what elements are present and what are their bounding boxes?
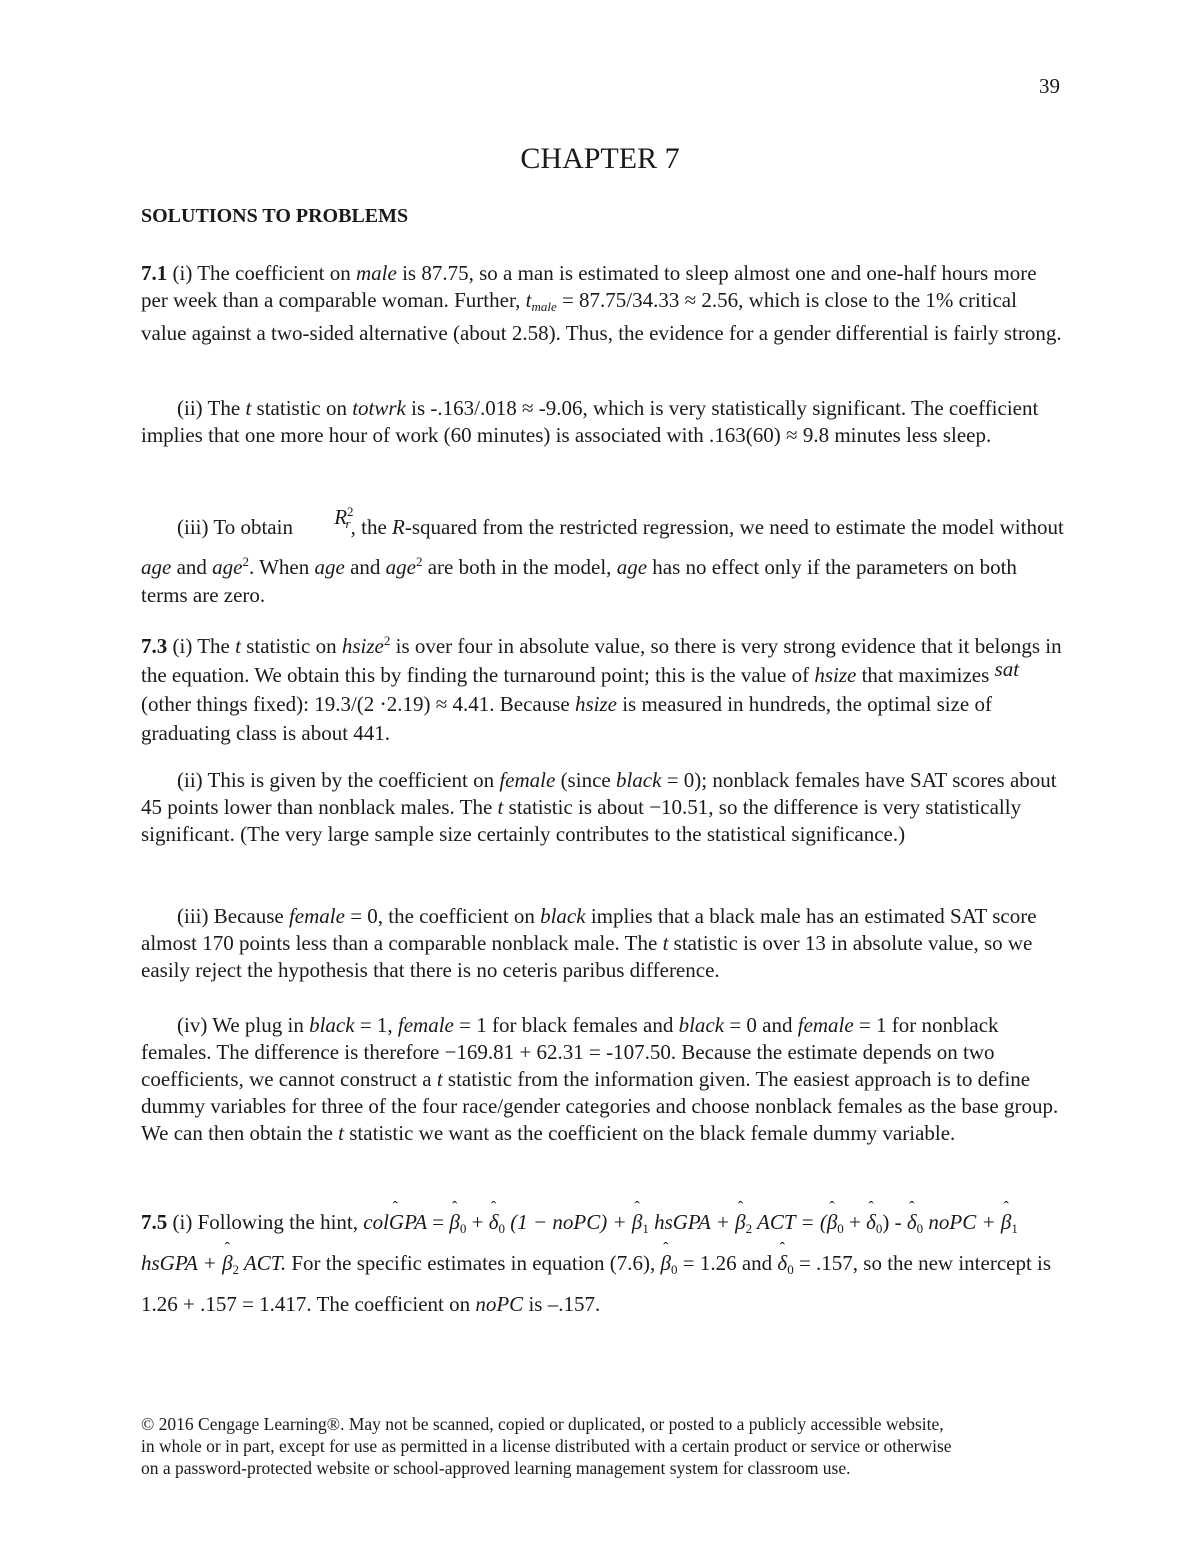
problem-label: 7.5	[141, 1210, 168, 1234]
chapter-title: CHAPTER 7	[520, 142, 680, 175]
problem-7-1-part-i: 7.1 (i) The coefficient on male is 87.75, so a man is estimated to sleep almost one and one-half hours more per week than a comparable woman. Further, $t_{male} = 87.75/34.33 \approx 2.56$, which is close to the 1% critical value against a two-sided alternative (about 2.58). Thus, the evidence for a gender differential is fairly strong.	[141, 261, 1062, 345]
colgpa-hat: ˆ colGPA	[363, 1205, 427, 1239]
r-squared-restricted: $R^2_r$	[334, 504, 354, 531]
problem-label: 7.3	[141, 634, 168, 658]
problem-7-3-part-iii: (iii) Because female = 0, the coefficient on black implies that a black male has an estimated SAT score almost 170 points less than a comparable nonblack male. The t statistic is over 13 in absolute value, so we easily reject the hypothesis that there is no ceteris paribus difference.	[141, 904, 1037, 982]
problem-7-1-part-ii: (ii) The t statistic on totwrk is -.163/.018 ≈ -9.06, which is very statistically significant. The coefficient implies that one more hour of work (60 minutes) is associated with .163(60) ≈ 9.8 minutes less sleep.	[141, 396, 1039, 447]
footer-line: on a password-protected website or school-approved learning management system for classroom use.	[141, 1458, 851, 1478]
variable: male	[356, 261, 397, 285]
copyright-footer	[141, 1413, 1066, 1479]
section-heading: SOLUTIONS TO PROBLEMS	[141, 205, 409, 227]
problem-7-1-part-iii: (iii) To obtain $R^2_r$, the R-squared from the restricted regression, we need to estimate the model without age and age$^2$. When age and age$^2$ are both in the model, age has no effect only if the parameters on both terms are zero.	[141, 508, 1066, 609]
variable: totwrk	[352, 396, 406, 420]
footer-line: in whole or in part, except for use as permitted in a license distributed with a certain product or service or otherwise	[141, 1436, 952, 1456]
page-number: 39	[1039, 74, 1060, 98]
problem-7-3-part-iv: (iv) We plug in black = 1, female = 1 for black females and black = 0 and female = 1 for nonblack females. The difference is therefore −169.81 + 62.31 = -107.50. Because the estimate depends on two coefficients, we cannot construct a t statistic from the information given. The easiest approach is to define dummy variables for three of the four race/gender categories and choose nonblack females as the base group. We can then obtain the t statistic we want as the coefficient on the black female dummy variable.	[141, 1013, 1059, 1145]
problem-7-3-part-ii: (ii) This is given by the coefficient on female (since black = 0); nonblack females have SAT scores about 45 points lower than nonblack males. The t statistic is about −10.51, so the difference is very statistically significant. (The very large sample size certainly contributes to the statistical significance.)	[141, 768, 1057, 846]
problem-7-3-part-i: 7.3 (i) The t statistic on hsize$^2$ is over four in absolute value, so there is very strong evidence that it belongs in the equation. We obtain this by finding the turnaround point; this is the value of hsize that maximizes ˆ sat (other things fixed): 19.3/(2 ⋅2.19) ≈ 4.41. Because hsize is measured in hundreds, the optimal size of graduating class is about 441.	[141, 626, 1066, 748]
sat-hat: ˆ sat	[995, 655, 1020, 684]
problem-label: 7.1	[141, 261, 168, 285]
footer-line: © 2016 Cengage Learning®. May not be scanned, copied or duplicated, or posted to a publicly accessible website,	[141, 1414, 944, 1434]
problem-7-5-part-i: 7.5 (i) Following the hint, ˆ colGPA = ˆ $\beta_0$ + ˆ $\delta_0$ (1 − noPC) + ˆ $\beta_1$ hsGPA + ˆ $\beta_2$ ACT = (ˆ $\beta_0$ + ˆ $\delta_0$) - ˆ $\delta_0$ noPC + ˆ $\beta_1$ hsGPA + ˆ $\beta_2$ ACT. For the specific estimates in equation (7.6), ˆ $\beta_0 = 1.26$ and ˆ $\delta_0 = .157$, so the new intercept is 1.26 + .157 = 1.417. The coefficient on noPC is –.157.	[141, 1205, 1066, 1321]
